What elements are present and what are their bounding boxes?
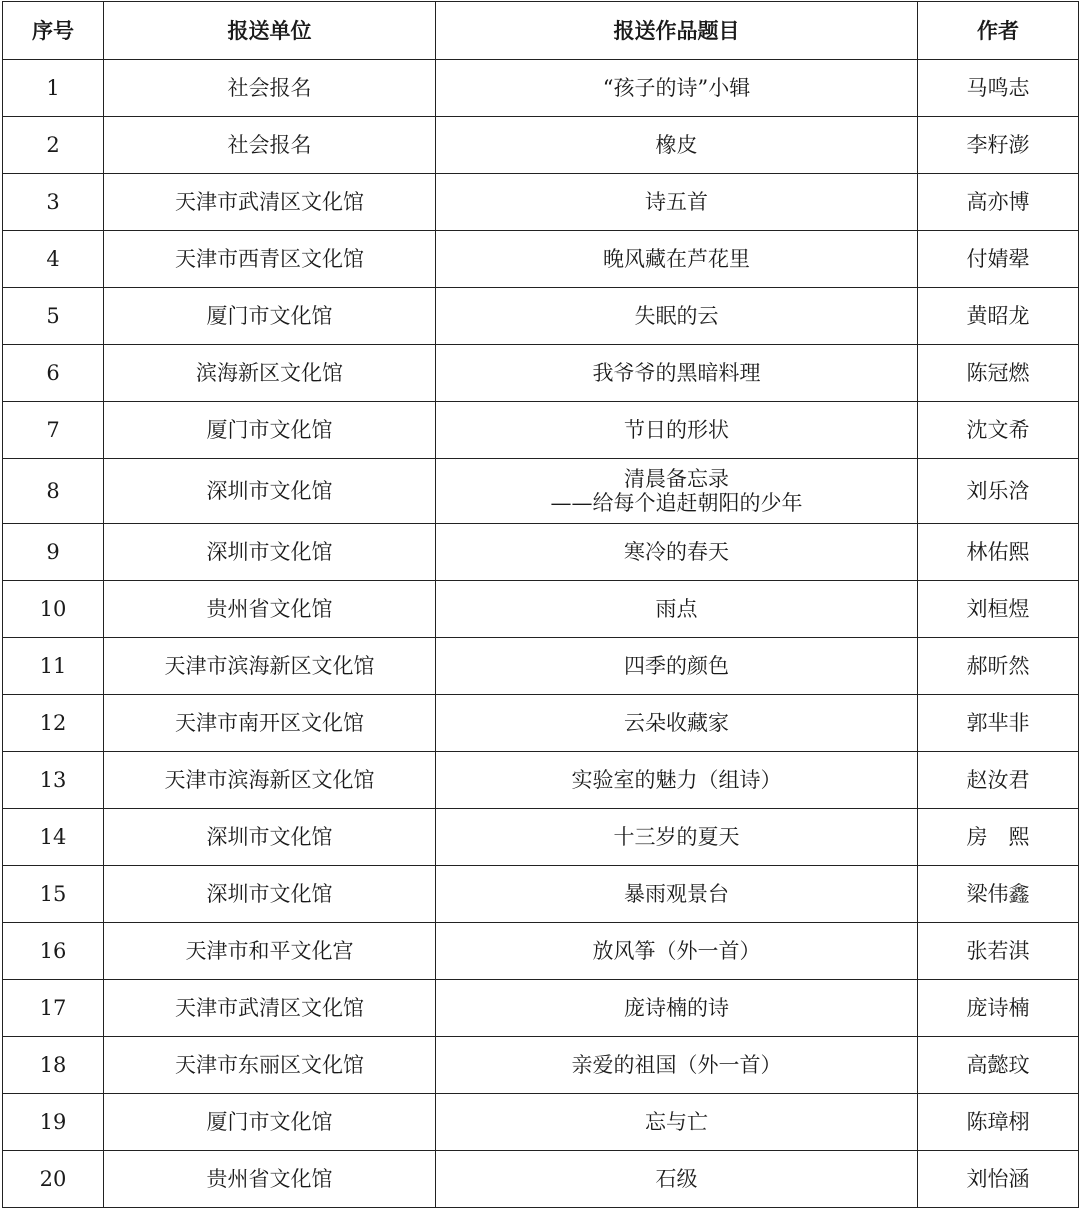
row-serial: 3 bbox=[3, 174, 104, 231]
row-serial: 1 bbox=[3, 60, 104, 117]
row-title bbox=[436, 638, 918, 695]
row-unit: 厦门市文化馆 bbox=[104, 1094, 436, 1151]
row-author: 庞诗楠 bbox=[918, 980, 1079, 1037]
row-unit: 深圳市文化馆 bbox=[104, 524, 436, 581]
row-unit: 天津市滨海新区文化馆 bbox=[104, 752, 436, 809]
row-author: 马鸣志 bbox=[918, 60, 1079, 117]
table-row bbox=[3, 866, 1079, 923]
row-unit: 滨海新区文化馆 bbox=[104, 345, 436, 402]
row-author: 房 熙 bbox=[918, 809, 1079, 866]
row-unit: 天津市南开区文化馆 bbox=[104, 695, 436, 752]
table-body bbox=[3, 60, 1079, 1208]
row-author: 刘怡涵 bbox=[918, 1151, 1079, 1208]
row-title-line: 我爷爷的黑暗料理 bbox=[592, 361, 761, 385]
row-unit: 深圳市文化馆 bbox=[104, 809, 436, 866]
row-serial: 14 bbox=[3, 809, 104, 866]
row-serial: 8 bbox=[3, 459, 104, 524]
row-unit: 社会报名 bbox=[104, 117, 436, 174]
row-title bbox=[436, 345, 918, 402]
row-title bbox=[436, 117, 918, 174]
table-row bbox=[3, 752, 1079, 809]
row-title bbox=[436, 174, 918, 231]
row-serial: 16 bbox=[3, 923, 104, 980]
header-row bbox=[3, 2, 1079, 60]
row-unit: 天津市武清区文化馆 bbox=[104, 980, 436, 1037]
row-title-line: 实验室的魅力（组诗） bbox=[571, 768, 782, 792]
row-title-line: 寒冷的春天 bbox=[624, 540, 729, 564]
row-serial: 6 bbox=[3, 345, 104, 402]
row-unit: 深圳市文化馆 bbox=[104, 866, 436, 923]
row-serial: 11 bbox=[3, 638, 104, 695]
row-unit: 深圳市文化馆 bbox=[104, 459, 436, 524]
row-serial: 12 bbox=[3, 695, 104, 752]
row-title bbox=[436, 524, 918, 581]
row-title bbox=[436, 60, 918, 117]
row-unit: 贵州省文化馆 bbox=[104, 1151, 436, 1208]
row-author: 黄昭龙 bbox=[918, 288, 1079, 345]
row-title-line: 亲爱的祖国（外一首） bbox=[571, 1053, 782, 1077]
row-title bbox=[436, 288, 918, 345]
row-serial: 5 bbox=[3, 288, 104, 345]
row-author: 沈文希 bbox=[918, 402, 1079, 459]
row-serial: 7 bbox=[3, 402, 104, 459]
row-title-line: 雨点 bbox=[655, 597, 698, 621]
row-serial: 20 bbox=[3, 1151, 104, 1208]
table-row bbox=[3, 695, 1079, 752]
row-title bbox=[436, 695, 918, 752]
table-row bbox=[3, 402, 1079, 459]
row-title-line: 庞诗楠的诗 bbox=[624, 996, 729, 1020]
table-row bbox=[3, 231, 1079, 288]
table-row bbox=[3, 524, 1079, 581]
row-title-line: 云朵收藏家 bbox=[624, 711, 729, 735]
table-row bbox=[3, 1151, 1079, 1208]
header-author: 作者 bbox=[918, 2, 1079, 60]
table-row bbox=[3, 345, 1079, 402]
row-serial: 19 bbox=[3, 1094, 104, 1151]
row-author: 刘乐浛 bbox=[918, 459, 1079, 524]
row-title bbox=[436, 1151, 918, 1208]
row-unit: 天津市和平文化宫 bbox=[104, 923, 436, 980]
row-unit: 贵州省文化馆 bbox=[104, 581, 436, 638]
row-title bbox=[436, 809, 918, 866]
row-title-line: 石级 bbox=[655, 1167, 698, 1191]
row-title bbox=[436, 402, 918, 459]
row-serial: 13 bbox=[3, 752, 104, 809]
table-row bbox=[3, 638, 1079, 695]
row-title bbox=[436, 581, 918, 638]
row-author: 高亦博 bbox=[918, 174, 1079, 231]
row-title-line: 忘与亡 bbox=[645, 1110, 708, 1134]
row-author: 刘桓煜 bbox=[918, 581, 1079, 638]
row-author: 郝昕然 bbox=[918, 638, 1079, 695]
row-unit: 厦门市文化馆 bbox=[104, 288, 436, 345]
row-title-line: “孩子的诗”小辑 bbox=[602, 76, 751, 100]
row-title-line: 暴雨观景台 bbox=[624, 882, 729, 906]
row-author: 梁伟鑫 bbox=[918, 866, 1079, 923]
row-serial: 15 bbox=[3, 866, 104, 923]
row-subtitle-line: ——给每个追赶朝阳的少年 bbox=[550, 491, 803, 515]
row-serial: 4 bbox=[3, 231, 104, 288]
table-row bbox=[3, 1094, 1079, 1151]
header-serial: 序号 bbox=[3, 2, 104, 60]
table-row bbox=[3, 60, 1079, 117]
row-author: 张若淇 bbox=[918, 923, 1079, 980]
row-author: 陈冠燃 bbox=[918, 345, 1079, 402]
table-row bbox=[3, 117, 1079, 174]
row-title-line: 失眠的云 bbox=[634, 304, 719, 328]
row-unit: 天津市东丽区文化馆 bbox=[104, 1037, 436, 1094]
row-title-line: 诗五首 bbox=[645, 190, 708, 214]
row-title-line: 清晨备忘录 bbox=[624, 467, 729, 491]
row-serial: 18 bbox=[3, 1037, 104, 1094]
row-author: 郭芈非 bbox=[918, 695, 1079, 752]
row-author: 林佑熙 bbox=[918, 524, 1079, 581]
row-title-line: 节日的形状 bbox=[624, 418, 729, 442]
row-serial: 17 bbox=[3, 980, 104, 1037]
row-author: 李籽澎 bbox=[918, 117, 1079, 174]
row-serial: 2 bbox=[3, 117, 104, 174]
entries-table bbox=[2, 1, 1079, 1208]
row-author: 陈璋栩 bbox=[918, 1094, 1079, 1151]
header-title: 报送作品题目 bbox=[436, 2, 918, 60]
row-title-line: 十三岁的夏天 bbox=[613, 825, 740, 849]
row-serial: 9 bbox=[3, 524, 104, 581]
row-title-line: 四季的颜色 bbox=[624, 654, 729, 678]
table-row bbox=[3, 459, 1079, 524]
row-title bbox=[436, 1037, 918, 1094]
table-row bbox=[3, 1037, 1079, 1094]
row-title bbox=[436, 752, 918, 809]
table-row bbox=[3, 809, 1079, 866]
row-unit: 天津市滨海新区文化馆 bbox=[104, 638, 436, 695]
row-title bbox=[436, 866, 918, 923]
table-row bbox=[3, 174, 1079, 231]
table-row bbox=[3, 581, 1079, 638]
row-title-line: 晚风藏在芦花里 bbox=[603, 247, 750, 271]
table-row bbox=[3, 923, 1079, 980]
row-unit: 厦门市文化馆 bbox=[104, 402, 436, 459]
row-title bbox=[436, 980, 918, 1037]
row-title bbox=[436, 231, 918, 288]
table-row bbox=[3, 980, 1079, 1037]
header-unit: 报送单位 bbox=[104, 2, 436, 60]
row-author: 赵汝君 bbox=[918, 752, 1079, 809]
row-serial: 10 bbox=[3, 581, 104, 638]
row-title-line: 橡皮 bbox=[655, 133, 698, 157]
row-title-line: 放风筝（外一首） bbox=[592, 939, 761, 963]
row-title bbox=[436, 1094, 918, 1151]
row-unit: 社会报名 bbox=[104, 60, 436, 117]
row-title bbox=[436, 923, 918, 980]
row-unit: 天津市西青区文化馆 bbox=[104, 231, 436, 288]
row-title bbox=[436, 459, 918, 524]
row-author: 高懿玟 bbox=[918, 1037, 1079, 1094]
table-row bbox=[3, 288, 1079, 345]
row-unit: 天津市武清区文化馆 bbox=[104, 174, 436, 231]
row-author: 付婧翚 bbox=[918, 231, 1079, 288]
